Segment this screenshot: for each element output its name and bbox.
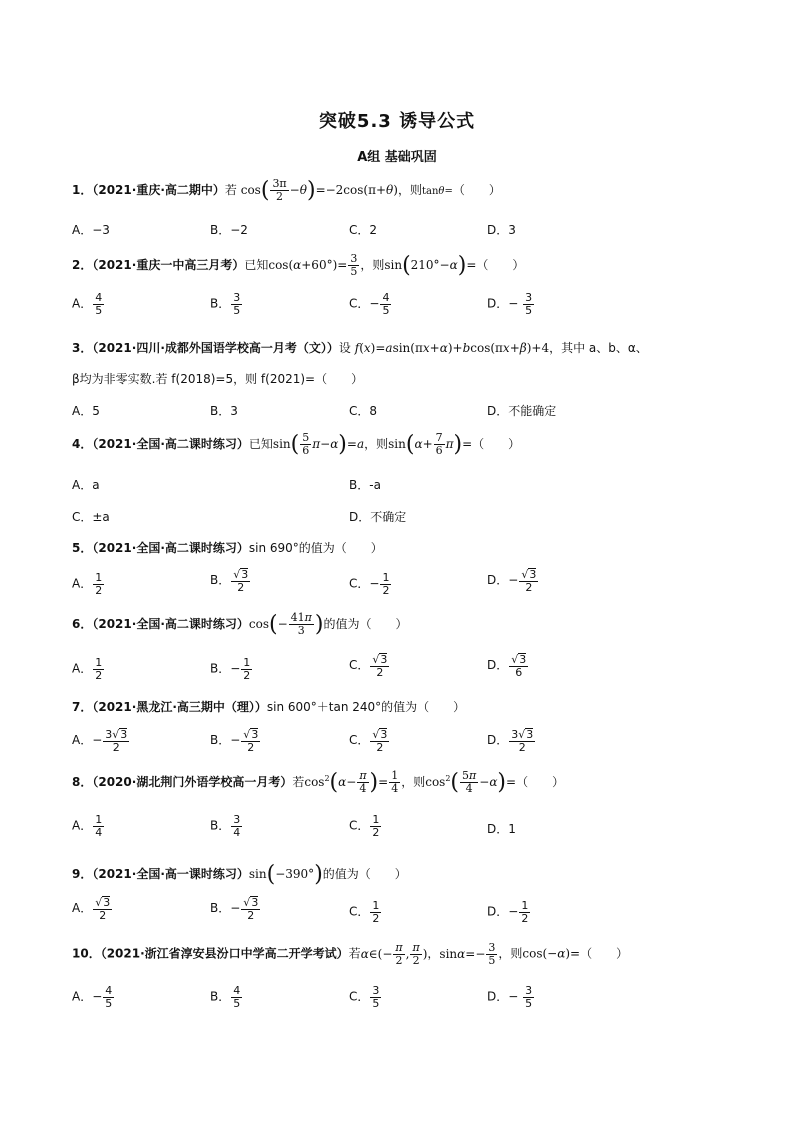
q8-option-b[interactable]: B． $\frac{3}{4}$ xyxy=(210,813,241,839)
q1-option-c[interactable]: C．2 xyxy=(349,223,378,237)
q1-option-d[interactable]: D．3 xyxy=(487,223,516,237)
q6-option-b[interactable]: B．− $\frac{1}{2}$ xyxy=(210,656,251,682)
q6-option-d[interactable]: D． $\frac{√3}{6}$ xyxy=(487,653,527,679)
q4-option-b[interactable]: B．-a xyxy=(349,478,381,492)
question-1: 1．（2021·重庆·高二期中）若 cos( $\frac{3\pi}{2}$ −θ)=−2cos(π+θ)，则tanθ=（ ） xyxy=(72,177,501,203)
q7-option-b[interactable]: B．− $\frac{√3}{2}$ xyxy=(210,728,259,754)
q3-option-a[interactable]: A．5 xyxy=(72,404,100,418)
q5-option-d[interactable]: D．− $\frac{√3}{2}$ xyxy=(487,568,537,594)
q2-option-d[interactable]: D．− $\frac{3}{5}$ xyxy=(487,291,533,317)
q2-option-c[interactable]: C．− $\frac{4}{5}$ xyxy=(349,291,390,317)
question-2: 2．（2021·重庆一中高三月考）已知cos(α+60°)= $\frac{3}{5}$ ，则sin(210°−α)=（ ） xyxy=(72,252,525,278)
q1-option-b[interactable]: B．−2 xyxy=(210,223,248,237)
q1-option-a[interactable]: A．−3 xyxy=(72,223,110,237)
q9-option-c[interactable]: C． $\frac{1}{2}$ xyxy=(349,899,380,925)
q3-option-b[interactable]: B．3 xyxy=(210,404,238,418)
q10-option-c[interactable]: C． $\frac{3}{5}$ xyxy=(349,984,380,1010)
page-title: 突破5.3 诱导公式 xyxy=(318,111,476,132)
question-7: 7．（2021·黑龙江·高三期中（理））sin 600°＋tan 240°的值为（ ） xyxy=(72,700,466,714)
q7-option-c[interactable]: C． $\frac{√3}{2}$ xyxy=(349,728,388,754)
q7-option-d[interactable]: D． $\frac{3√3}{2}$ xyxy=(487,728,534,754)
question-5: 5．（2021·全国·高二课时练习）sin 690°的值为（ ） xyxy=(72,541,383,555)
q4-option-a[interactable]: A．a xyxy=(72,478,100,492)
question-8: 8．（2020·湖北荆门外语学校高一月考）若$\cos^2(\alpha-$ $\frac{\pi}{4}$ )= $\frac{1}{4}$ ，则$\cos^2$( $\frac{5\pi}{4}$ −α)=（ ） xyxy=(72,769,565,795)
q6-option-a[interactable]: A． $\frac{1}{2}$ xyxy=(72,656,103,682)
question-3-line2: β均为非零实数.若 f(2018)=5，则 f(2021)=（ ） xyxy=(72,372,364,386)
question-9: 9．（2021·全国·高一课时练习）sin(−390°)的值为（ ） xyxy=(72,862,407,887)
q9-option-a[interactable]: A． $\frac{√3}{2}$ xyxy=(72,896,111,922)
q10-option-d[interactable]: D．− $\frac{3}{5}$ xyxy=(487,984,533,1010)
q8-option-d[interactable]: D．1 xyxy=(487,822,516,836)
q5-option-a[interactable]: A． $\frac{1}{2}$ xyxy=(72,571,103,597)
q7-option-a[interactable]: A．− $\frac{3√3}{2}$ xyxy=(72,728,128,754)
q10-option-b[interactable]: B． $\frac{4}{5}$ xyxy=(210,984,241,1010)
q8-option-a[interactable]: A． $\frac{1}{4}$ xyxy=(72,813,103,839)
q9-option-b[interactable]: B．− $\frac{√3}{2}$ xyxy=(210,896,259,922)
question-4: 4．（2021·全国·高二课时练习）已知sin( $\frac{5}{6}$ π−α)=a，则sin(α+ $\frac{7}{6}$ π)=（ ） xyxy=(72,431,521,457)
q4-option-c[interactable]: C．±a xyxy=(72,510,110,524)
q9-option-d[interactable]: D．− $\frac{1}{2}$ xyxy=(487,899,529,925)
question-3: 3．（2021·四川·成都外国语学校高一月考（文））设 f(x)=asin(πx+α)+bcos(πx+β)+4，其中 a、b、α、 xyxy=(72,341,648,355)
q3-option-c[interactable]: C．8 xyxy=(349,404,378,418)
q6-option-c[interactable]: C． $\frac{√3}{2}$ xyxy=(349,653,388,679)
q1-equation: cos( $\frac{3\pi}{2}$ −θ)=−2cos(π+θ) xyxy=(240,177,398,203)
q2-option-a[interactable]: A． $\frac{4}{5}$ xyxy=(72,291,103,317)
q5-option-b[interactable]: B． $\frac{√3}{2}$ xyxy=(210,568,249,594)
q10-option-a[interactable]: A．− $\frac{4}{5}$ xyxy=(72,984,113,1010)
q2-option-b[interactable]: B． $\frac{3}{5}$ xyxy=(210,291,241,317)
q3-option-d[interactable]: D．不能确定 xyxy=(487,404,557,418)
question-6: 6．（2021·全国·高二课时练习）cos(− $\frac{41\pi}{3}$ )的值为（ ） xyxy=(72,611,408,637)
section-heading: A组 基础巩固 xyxy=(357,150,437,165)
q5-option-c[interactable]: C．− $\frac{1}{2}$ xyxy=(349,571,390,597)
q4-option-d[interactable]: D．不确定 xyxy=(349,510,407,524)
question-10: 10．（2021·浙江省淳安县汾口中学高二开学考试）若α∈(− $\frac{\pi}{2}$ , $\frac{\pi}{2}$ )，sinα=− $\frac{3}{5}$ ，则cos(−α)=（ ） xyxy=(72,941,629,967)
q8-option-c[interactable]: C． $\frac{1}{2}$ xyxy=(349,813,380,839)
